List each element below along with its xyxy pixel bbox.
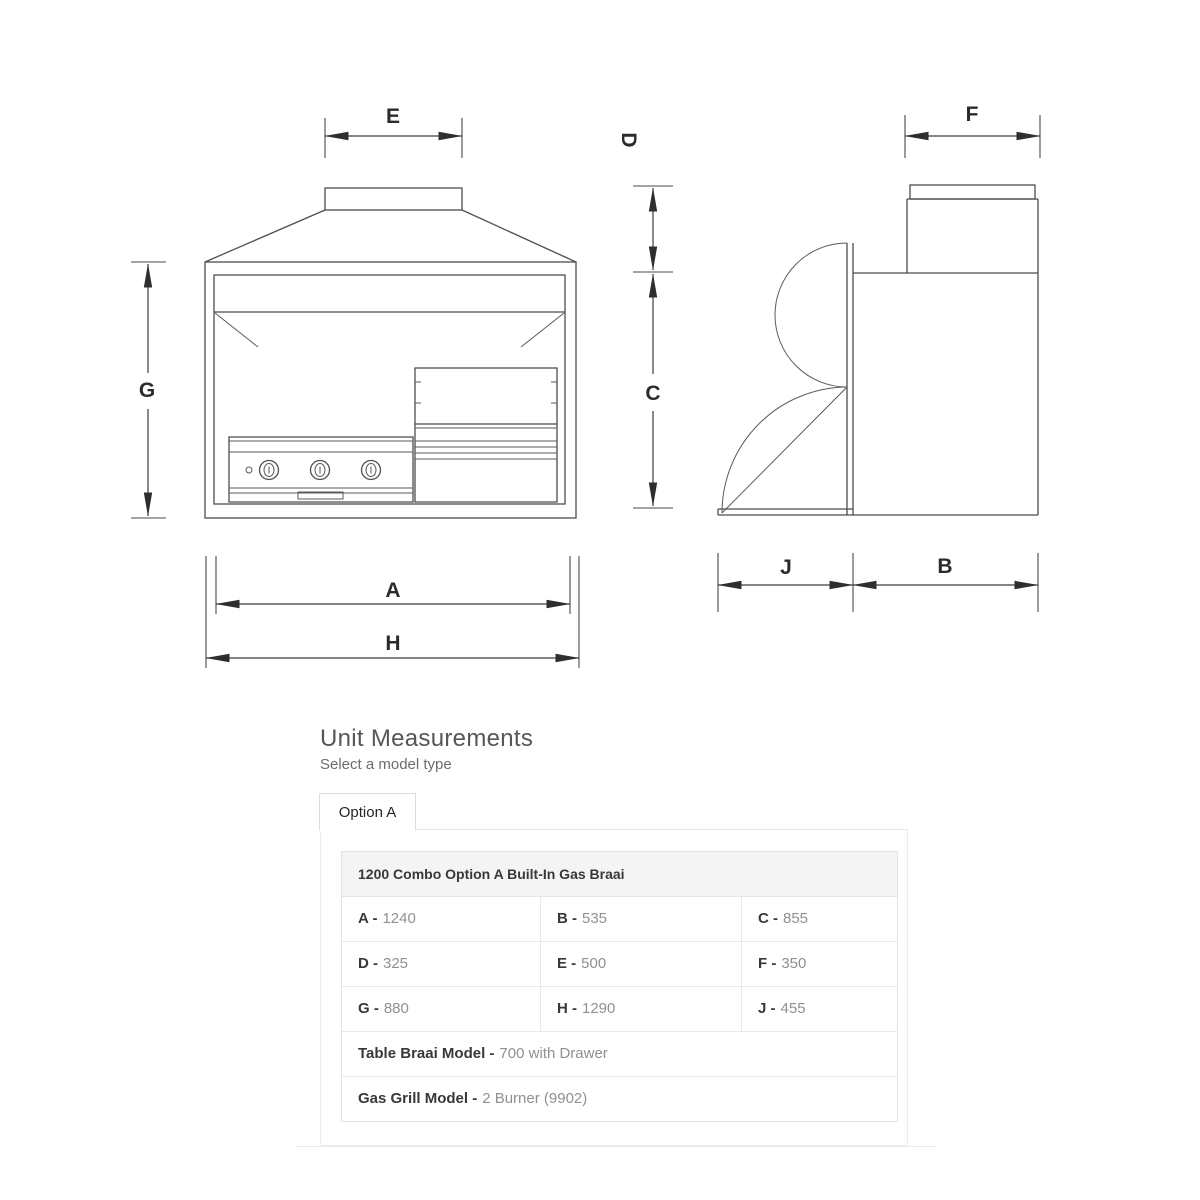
gas-grill-model-row: Gas Grill Model - 2 Burner (9902)	[358, 1090, 588, 1107]
dim-cell-j: J - 455	[758, 1000, 806, 1017]
dimension-b	[853, 553, 1038, 612]
dimension-d	[617, 132, 673, 272]
dim-cell-e: E - 500	[541, 942, 742, 986]
dim-label-a: A	[385, 579, 401, 602]
dim-cell-h: H - 1290	[541, 987, 742, 1031]
front-outer-box	[205, 262, 576, 518]
dim-label-d: D	[617, 132, 640, 148]
front-hood-funnel-lines	[215, 313, 564, 347]
grill-knob	[311, 461, 330, 480]
dim-cell-c: C - 855	[758, 910, 809, 927]
dimension-f	[905, 103, 1040, 158]
table-row	[342, 897, 897, 942]
side-chimney-collar	[910, 185, 1035, 199]
dim-label-j: J	[780, 556, 792, 579]
dimension-g	[131, 262, 166, 518]
front-inner-box	[214, 275, 565, 504]
dim-label-e: E	[385, 105, 401, 128]
side-view-drawing	[718, 103, 1040, 612]
front-chimney-collar	[325, 188, 462, 210]
dimension-j	[718, 553, 853, 612]
dimension-a	[216, 556, 570, 614]
tab-option-a[interactable]: Option A	[319, 793, 416, 831]
dimension-e	[325, 105, 462, 158]
dim-cell-b: B - 535	[541, 897, 742, 941]
grill-knob	[260, 461, 279, 480]
side-front-plate	[847, 243, 853, 515]
dim-cell-a: A - 1240	[342, 897, 541, 941]
section-divider	[296, 1146, 936, 1147]
front-hood-slopes	[205, 210, 576, 262]
dim-label-c: C	[645, 382, 661, 405]
dim-label-f: F	[965, 103, 979, 126]
grill-knob	[362, 461, 381, 480]
dim-cell-g: G - 880	[342, 987, 541, 1031]
dimension-h	[206, 556, 579, 668]
front-view-drawing	[131, 105, 673, 668]
table-braai-model-row: Table Braai Model - 700 with Drawer	[342, 1032, 897, 1077]
table-header: 1200 Combo Option A Built-In Gas Braai	[342, 852, 897, 897]
side-open-door-line	[722, 387, 847, 513]
page-title: Unit Measurements	[320, 725, 534, 752]
side-chimney-body	[907, 199, 1038, 515]
dim-label-b: B	[937, 555, 953, 578]
dim-label-g: G	[138, 379, 156, 402]
table-row	[342, 942, 897, 987]
side-base-strip	[718, 509, 853, 515]
dim-label-h: H	[385, 632, 401, 655]
grill-pilot-light	[246, 467, 252, 473]
front-gas-grill-unit	[229, 437, 413, 502]
page-subtitle: Select a model type	[320, 756, 452, 773]
table-row	[342, 987, 897, 1032]
dimension-c	[633, 274, 673, 508]
front-braai-unit	[415, 368, 557, 502]
dim-cell-d: D - 325	[342, 942, 541, 986]
side-upper-door-arc	[775, 243, 847, 387]
measurements-table	[341, 851, 898, 1122]
dim-cell-f: F - 350	[758, 955, 807, 972]
